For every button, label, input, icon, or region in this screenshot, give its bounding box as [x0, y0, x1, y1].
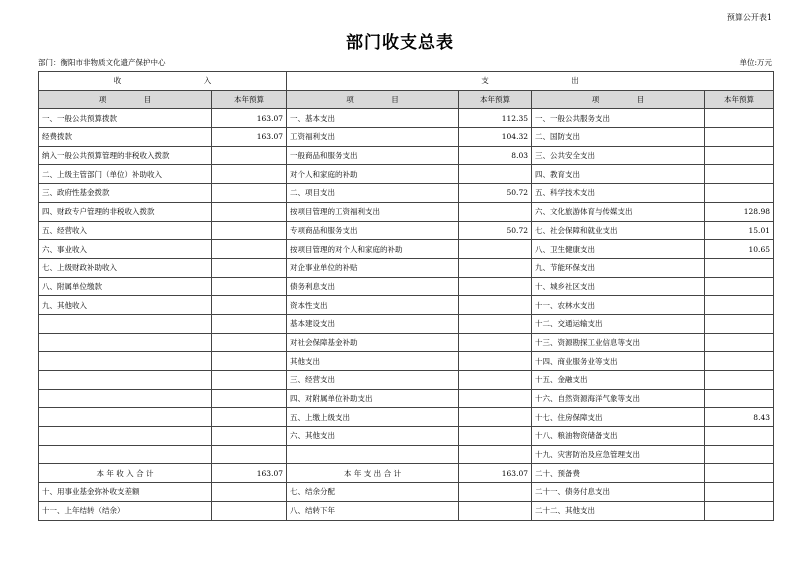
budget-summary-table [38, 71, 774, 521]
function-budget-cell [705, 352, 774, 371]
expense-item-cell: 七、结余分配 [287, 483, 459, 502]
expense-budget-cell [459, 371, 532, 390]
expense-budget-cell [459, 427, 532, 446]
expense-item-cell [287, 445, 459, 464]
income-item-cell: 经费拨款 [39, 128, 212, 147]
table-row [39, 240, 774, 259]
function-budget-cell [705, 389, 774, 408]
function-item-cell: 十五、金融支出 [532, 371, 705, 390]
expense-item-cell: 专项商品和服务支出 [287, 221, 459, 240]
income-item-cell [39, 371, 212, 390]
function-item-cell: 十七、住房保障支出 [532, 408, 705, 427]
function-budget-cell [705, 314, 774, 333]
form-number: 预算公开表1 [726, 13, 772, 22]
function-item-cell: 一、一般公共服务支出 [532, 109, 705, 128]
income-item-cell [39, 427, 212, 446]
income-item-cell: 纳入一般公共预算管理的非税收入拨款 [39, 146, 212, 165]
income-item-cell: 四、财政专户管理的非税收入拨款 [39, 202, 212, 221]
function-budget-cell [705, 165, 774, 184]
function-item-cell: 八、卫生健康支出 [532, 240, 705, 259]
function-item-cell: 十八、粮油物资储备支出 [532, 427, 705, 446]
income-item-cell [39, 389, 212, 408]
income-budget-cell [212, 221, 287, 240]
income-budget-cell [212, 389, 287, 408]
expense-budget-cell: 112.35 [459, 109, 532, 128]
table-row [39, 221, 774, 240]
income-budget-cell [212, 333, 287, 352]
expense-item-cell: 八、结转下年 [287, 501, 459, 520]
function-budget-cell [705, 109, 774, 128]
function-budget-cell [705, 371, 774, 390]
income-budget-cell [212, 202, 287, 221]
function-budget-cell [705, 277, 774, 296]
table-row [39, 389, 774, 408]
expense-budget-cell: 8.03 [459, 146, 532, 165]
income-budget-cell [212, 408, 287, 427]
expense-budget-cell [459, 314, 532, 333]
income-item-cell: 本 年 收 入 合 计 [39, 464, 212, 483]
expense-item-cell: 对社会保障基金补助 [287, 333, 459, 352]
function-item-cell: 二十、预备费 [532, 464, 705, 483]
function-item-cell: 十九、灾害防治及应急管理支出 [532, 445, 705, 464]
function-item-cell: 五、科学技术支出 [532, 184, 705, 203]
income-budget-cell [212, 296, 287, 315]
table-row [39, 258, 774, 277]
table-row [39, 202, 774, 221]
expense-budget-cell [459, 240, 532, 259]
function-budget-cell [705, 258, 774, 277]
function-item-cell: 三、公共安全支出 [532, 146, 705, 165]
unit-label: 单位:万元 [739, 58, 772, 67]
expense-item-cell: 资本性支出 [287, 296, 459, 315]
expense-item-cell: 对企事业单位的补贴 [287, 258, 459, 277]
function-item-cell: 四、教育支出 [532, 165, 705, 184]
income-budget-cell [212, 277, 287, 296]
income-item-cell [39, 314, 212, 333]
income-item-cell: 七、上级财政补助收入 [39, 258, 212, 277]
function-budget-cell: 8.43 [705, 408, 774, 427]
function-budget-cell [705, 483, 774, 502]
function-item-cell: 十三、资源勘探工业信息等支出 [532, 333, 705, 352]
income-budget-cell [212, 240, 287, 259]
table-row [39, 501, 774, 520]
expense-budget-cell [459, 202, 532, 221]
function-item-cell: 九、节能环保支出 [532, 258, 705, 277]
function-budget-cell [705, 445, 774, 464]
income-item-cell: 九、其他收入 [39, 296, 212, 315]
expense-item-cell: 按项目管理的对个人和家庭的补助 [287, 240, 459, 259]
function-item-cell: 二、国防支出 [532, 128, 705, 147]
expense-item-cell: 二、项目支出 [287, 184, 459, 203]
expense-budget-cell [459, 483, 532, 502]
income-budget-cell [212, 146, 287, 165]
function-item-cell: 二十二、其他支出 [532, 501, 705, 520]
income-item-cell: 三、政府性基金拨款 [39, 184, 212, 203]
expense-item-header: 项 目 [287, 90, 459, 109]
income-budget-cell: 163.07 [212, 464, 287, 483]
income-item-cell: 八、附属单位缴款 [39, 277, 212, 296]
expense-item-cell: 对个人和家庭的补助 [287, 165, 459, 184]
expense-header: 支 出 [287, 72, 774, 91]
function-item-cell: 十四、商业服务业等支出 [532, 352, 705, 371]
expense-item-cell: 工资福利支出 [287, 128, 459, 147]
table-row [39, 371, 774, 390]
income-item-cell [39, 408, 212, 427]
income-item-cell: 五、经营收入 [39, 221, 212, 240]
expense-budget-header: 本年预算 [459, 90, 532, 109]
function-budget-cell [705, 464, 774, 483]
expense-item-cell: 一、基本支出 [287, 109, 459, 128]
expense-budget-cell: 50.72 [459, 184, 532, 203]
table-row [39, 109, 774, 128]
expense-budget-cell [459, 445, 532, 464]
table-row [39, 165, 774, 184]
expense-budget-cell [459, 258, 532, 277]
table-row [39, 314, 774, 333]
function-budget-cell: 15.01 [705, 221, 774, 240]
function-budget-cell [705, 427, 774, 446]
expense-item-cell: 五、上缴上级支出 [287, 408, 459, 427]
function-item-cell: 十二、交通运输支出 [532, 314, 705, 333]
expense-item-cell: 其他支出 [287, 352, 459, 371]
expense-budget-cell: 163.07 [459, 464, 532, 483]
expense-budget-cell [459, 165, 532, 184]
function-item-cell: 七、社会保障和就业支出 [532, 221, 705, 240]
expense-budget-cell [459, 408, 532, 427]
expense-item-cell: 按项目管理的工资福利支出 [287, 202, 459, 221]
function-budget-cell [705, 296, 774, 315]
table-row [39, 408, 774, 427]
income-budget-cell [212, 501, 287, 520]
function-budget-cell [705, 146, 774, 165]
income-budget-cell [212, 314, 287, 333]
expense-item-cell: 基本建设支出 [287, 314, 459, 333]
income-budget-cell [212, 427, 287, 446]
function-item-cell: 十、城乡社区支出 [532, 277, 705, 296]
function-budget-header: 本年预算 [705, 90, 774, 109]
function-budget-cell [705, 501, 774, 520]
table-row [39, 128, 774, 147]
income-item-cell [39, 445, 212, 464]
table-row [39, 277, 774, 296]
expense-budget-cell [459, 352, 532, 371]
function-item-cell: 二十一、债务付息支出 [532, 483, 705, 502]
income-budget-cell: 163.07 [212, 128, 287, 147]
income-item-cell: 十一、上年结转（结余） [39, 501, 212, 520]
income-item-cell: 一、一般公共预算拨款 [39, 109, 212, 128]
function-item-cell: 十六、自然资源海洋气象等支出 [532, 389, 705, 408]
table-row [39, 146, 774, 165]
expense-item-cell: 本 年 支 出 合 计 [287, 464, 459, 483]
income-item-cell [39, 352, 212, 371]
expense-budget-cell [459, 501, 532, 520]
function-item-cell: 六、文化旅游体育与传媒支出 [532, 202, 705, 221]
income-item-cell [39, 333, 212, 352]
expense-item-cell: 三、经营支出 [287, 371, 459, 390]
income-item-cell: 六、事业收入 [39, 240, 212, 259]
income-budget-cell: 163.07 [212, 109, 287, 128]
department-label: 部门：衡阳市非物质文化遗产保护中心 [38, 58, 166, 67]
expense-item-cell: 一般商品和服务支出 [287, 146, 459, 165]
expense-budget-cell [459, 296, 532, 315]
function-item-cell: 十一、农林水支出 [532, 296, 705, 315]
expense-item-cell: 债务利息支出 [287, 277, 459, 296]
expense-budget-cell: 50.72 [459, 221, 532, 240]
function-item-header: 项 目 [532, 90, 705, 109]
income-item-cell: 十、用事业基金弥补收支差额 [39, 483, 212, 502]
expense-item-cell: 四、对附属单位补助支出 [287, 389, 459, 408]
table-row [39, 352, 774, 371]
expense-budget-cell [459, 333, 532, 352]
function-budget-cell [705, 184, 774, 203]
expense-budget-cell: 104.32 [459, 128, 532, 147]
income-budget-cell [212, 165, 287, 184]
function-budget-cell [705, 128, 774, 147]
page-title: 部门收支总表 [346, 33, 454, 53]
function-budget-cell: 10.65 [705, 240, 774, 259]
function-budget-cell [705, 333, 774, 352]
income-budget-cell [212, 352, 287, 371]
income-budget-header: 本年预算 [212, 90, 287, 109]
expense-item-cell: 六、其他支出 [287, 427, 459, 446]
income-budget-cell [212, 258, 287, 277]
table-row [39, 483, 774, 502]
expense-budget-cell [459, 277, 532, 296]
function-budget-cell: 128.98 [705, 202, 774, 221]
table-row [39, 296, 774, 315]
income-budget-cell [212, 371, 287, 390]
income-budget-cell [212, 184, 287, 203]
income-header: 收 入 [39, 72, 287, 91]
table-row [39, 464, 774, 483]
expense-budget-cell [459, 389, 532, 408]
income-budget-cell [212, 483, 287, 502]
income-budget-cell [212, 445, 287, 464]
table-row [39, 427, 774, 446]
table-row [39, 333, 774, 352]
income-item-cell: 二、上级主管部门（单位）补助收入 [39, 165, 212, 184]
table-row [39, 184, 774, 203]
table-row [39, 445, 774, 464]
income-item-header: 项 目 [39, 90, 212, 109]
